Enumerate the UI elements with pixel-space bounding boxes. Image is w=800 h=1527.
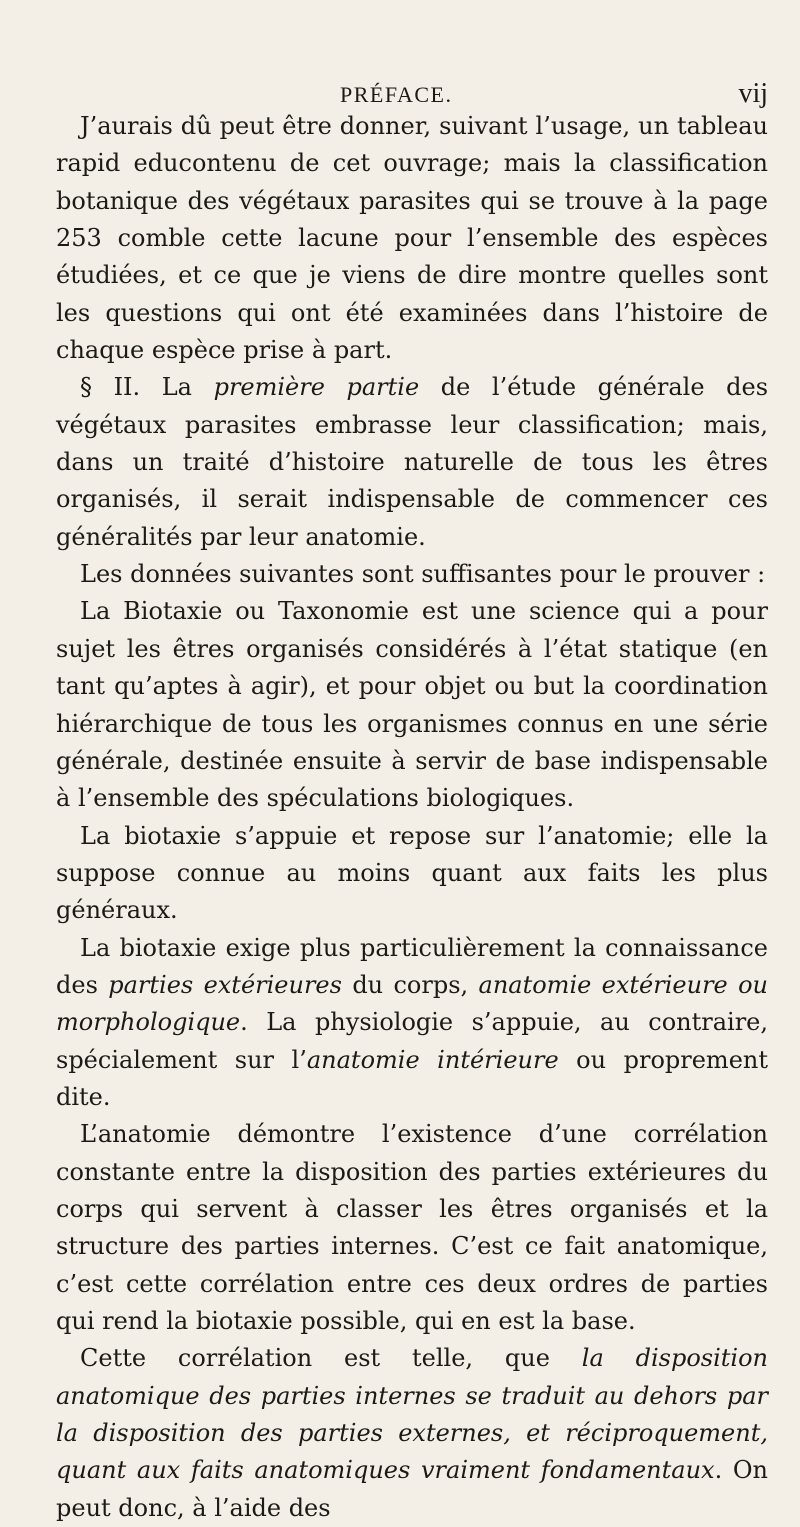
paragraph	[56, 818, 768, 930]
text-run: Les données suivantes sont suffisantes pour le prouver :	[80, 560, 766, 589]
paragraph	[56, 1116, 768, 1340]
text-run: La Biotaxie ou Taxonomie est une science qui a pour sujet les êtres organisés considérés à l’état statique (en tant qu’aptes à agir), et pour objet ou but la coordination hiérarchique de tous les organismes connus en une série générale, destinée ensuite à servir de base indispensable à l’ensemble des spéculations biologiques.	[56, 597, 768, 813]
page-number: vij	[738, 78, 768, 109]
body-text	[56, 108, 768, 1527]
text-run: ou proprement dite.	[56, 1045, 768, 1111]
paragraph	[56, 930, 768, 1117]
text-run: J’aurais dû peut être donner, suivant l’usage, un tableau rapid educontenu de cet ouvrage; mais la classification botanique des végétaux parasites qui se trouve à la page 253 comble cette lacune pour l’ensemble des espèces étudiées, et ce que je viens de dire montre quelles sont les questions qui ont été examinées dans l’histoire de chaque espèce prise à part.	[56, 112, 768, 365]
italic-text: la disposition anatomique des parties internes se traduit au dehors par la disposition des parties externes, et réciproquement, quant aux faits anatomiques vraiment fondamentaux	[56, 1344, 769, 1485]
paragraph	[56, 556, 768, 593]
text-run: . On peut donc, à l’aide des	[56, 1456, 768, 1522]
text-run: La biotaxie s’appuie et repose sur l’anatomie; elle la suppose connue au moins quant aux faits les plus généraux.	[56, 821, 768, 925]
italic-text: première partie	[213, 373, 420, 402]
text-run: § II. La	[80, 373, 214, 402]
text-run: du corps,	[341, 970, 479, 999]
running-head-title: PRÉFACE.	[340, 82, 453, 107]
italic-text: anatomie extérieure ou morphologique	[56, 970, 768, 1037]
text-run: de l’étude générale des végétaux parasites embrasse leur classification; mais, dans un traité d’histoire naturelle de tous les êtres organisés, il serait indispensable de commencer ces généralités par leur anatomie.	[56, 373, 769, 551]
italic-text: anatomie intérieure	[306, 1045, 559, 1074]
text-run: La biotaxie exige plus particulièrement la connaissance des	[56, 933, 768, 999]
text-run: L’anatomie démontre l’existence d’une corrélation constante entre la disposition des parties extérieures du corps qui servent à classer les êtres organisés et la structure des parties internes. C’est ce fait anatomique, c’est cette corrélation entre ces deux ordres de parties qui rend la biotaxie possible, qui en est la base.	[56, 1120, 768, 1335]
paragraph	[56, 593, 768, 817]
text-run: Cette corrélation est telle, que	[80, 1344, 582, 1373]
paragraph	[56, 1340, 768, 1527]
text-run: . La physiologie s’appuie, au contraire, spécialement sur l’	[56, 1008, 768, 1074]
italic-text: parties extérieures	[108, 970, 342, 999]
paragraph	[56, 108, 768, 369]
paragraph	[56, 369, 768, 556]
